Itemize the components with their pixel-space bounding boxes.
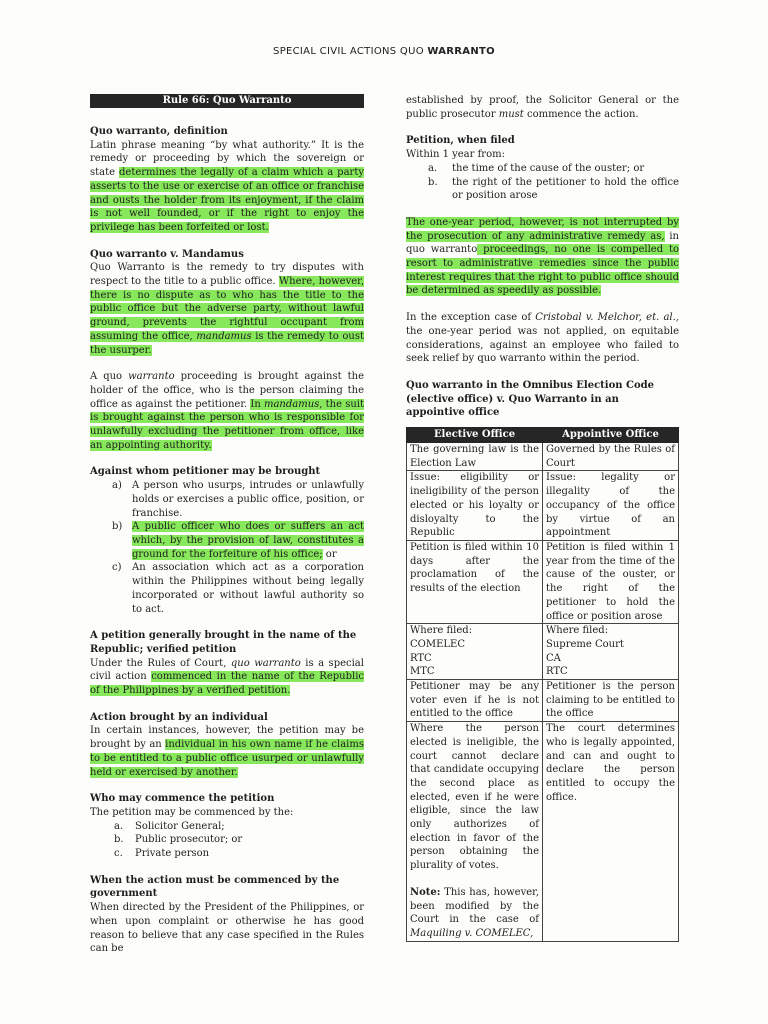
table-cell: Where filed: Supreme Court CA RTC [543, 624, 679, 680]
highlight: proceedings, no one is compelled to resort to administrative remedies since the public interest requires that the right to public office should be determined as speedily as possible. [406, 244, 679, 297]
against-whom-list [90, 479, 364, 616]
table-note: Note: This has, however, been modified by the Court in the case of Maquiling v. COMELEC, [410, 886, 539, 939]
definition-heading: Quo warranto, definition [90, 126, 228, 137]
list-item: b) A public officer who does or suffers an act which, by the provision of law, constitutes a ground for the forfeiture of his office; or [112, 521, 364, 560]
table-cell: Governed by the Rules of Court [543, 443, 679, 471]
when-paragraph: When directed by the President of the Philippines, or when upon complaint or otherwise he has good reason to believe that any case specified in the Rules can be [90, 902, 364, 955]
column-header-elective: Elective Office [407, 428, 543, 443]
page-header [0, 46, 768, 57]
list-item: b. the right of the petitioner to hold the office or position arose [428, 176, 679, 202]
highlight: A public officer who does or suffers an act which, by the provision of law, constitutes a ground for the forfeiture of his office; [132, 521, 364, 560]
who-may-heading: Who may commence the petition [90, 793, 275, 805]
table-cell: Petitioner may be any voter even if he is not entitled to the office [407, 680, 543, 722]
table-cell: Petitioner is the person claiming to be entitled to the office [543, 680, 679, 722]
table-cell: Where the person elected is ineligible, the court cannot declare that candidate occupying the second place as elected, even if he were eligible, since the law only authorizes of election in favor of the person obtaining the plurality of votes. Note: This has, however, been modified by the Court in the case of Maquiling v. COMELEC, [407, 722, 543, 942]
when-heading: When the action must be commenced by the government [90, 874, 340, 900]
against-whom-heading: Against whom petitioner may be brought [90, 466, 321, 478]
left-column [90, 94, 364, 956]
table-cell: The governing law is the Election Law [407, 443, 543, 471]
exception-paragraph: In the exception case of Cristobal v. Melchor, et. al., the one-year period was not applied, on equitable considerations, against an employee who failed to seek relief by quo warranto within the period. [406, 312, 679, 365]
individual-paragraph: In certain instances, however, the petition may be brought by an individual in his own name if he claims to be entitled to a public office usurped or unlawfully held or exercised by another. [90, 725, 364, 778]
continuation-paragraph: established by proof, the Solicitor General or the public prosecutor must commence the action. [406, 95, 679, 120]
table-row [407, 540, 679, 623]
who-may-list [90, 820, 364, 861]
column-header-appointive: Appointive Office [543, 428, 679, 443]
list-item: c. Private person [114, 848, 210, 860]
highlight: commenced in the name of the Republic of the Philippines by a verified petition. [90, 671, 364, 697]
list-item: c) An association which act as a corporation within the Philippines without being legally incorporated or without lawful authority so to act. [112, 562, 364, 615]
when-filed-text: Within 1 year from: [406, 149, 505, 161]
table-cell: The court determines who is legally appointed, and can and ought to declare the person entitled to occupy the office. [543, 722, 679, 942]
mandamus-heading: Quo warranto v. Mandamus [90, 248, 244, 260]
one-year-paragraph: The one-year period, however, is not interrupted by the prosecution of any administrative remedy as, in quo warranto proceedings, no one is compelled to resort to administrative remedies since the public interest requires that the right to public office should be determined as speedily as possible. [406, 216, 679, 297]
list-item: b. Public prosecutor; or [114, 834, 243, 846]
table-cell: Issue: legality or illegality of the occupancy of the office by virtue of an appointment [543, 471, 679, 541]
highlight: The one-year period, however, is not interrupted by the prosecution of any administrative remedy as, [406, 216, 679, 242]
when-filed-list [406, 162, 679, 203]
right-column [406, 94, 679, 942]
petition-heading: A petition generally brought in the name of the Republic; verified petition [90, 630, 357, 655]
table-cell: Issue: eligibility or ineligibility of the person elected or his loyalty or disloyalty to the Republic [407, 471, 543, 541]
mandamus-paragraph: Quo Warranto is the remedy to try disputes with respect to the title to a public office. Where, however, there is no dispute as to who has the title to the public office but the adverse party, without lawful ground, prevents the rightful occupant from assuming the office, mandamus is the remedy to oust the usurper. [90, 262, 364, 356]
omnibus-heading: Quo warranto in the Omnibus Election Code (elective office) v. Quo Warranto in an appointive office [406, 379, 654, 419]
table-row [407, 471, 679, 541]
when-filed-heading: Petition, when filed [406, 135, 515, 147]
who-may-text: The petition may be commenced by the: [90, 806, 294, 818]
table-cell: Petition is filed within 10 days after the proclamation of the results of the election [407, 540, 543, 623]
header-prefix: SPECIAL CIVIL ACTIONS QUO [273, 46, 428, 57]
highlight: individual in his own name if he claims to be entitled to a public office usurped or unlawfully held or exercised by another. [90, 739, 364, 778]
list-item: a) A person who usurps, intrudes or unlawfully holds or exercises a public office, position, or franchise. [112, 480, 364, 519]
table-row [407, 443, 679, 471]
table-row [407, 624, 679, 680]
quo-warranto-paragraph: A quo warranto proceeding is brought against the holder of the office, who is the person claiming the office as against the petitioner. In mandamus, the suit is brought against the person who is responsible for unlawfully excluding the petitioner from office, like an appointing authority. [90, 371, 365, 451]
table-cell: Where filed: COMELEC RTC MTC [407, 624, 543, 680]
comparison-table [406, 427, 679, 942]
table-row [407, 680, 679, 722]
highlight: In mandamus, the suit is brought against the person who is responsible for unlawfully excluding the petitioner from office, like an appointing authority. [90, 398, 365, 451]
list-item: a. the time of the cause of the ouster; or [428, 162, 645, 174]
highlight: determines the legally of a claim which a party asserts to the use or exercise of an office or franchise and ousts the holder from its enjoyment, if the claim is not well founded, or if the right to enjoy the privilege has been forfeited or lost. [90, 167, 364, 233]
table-row [407, 722, 679, 942]
header-bold: WARRANTO [427, 46, 495, 57]
rule-title-bar: Rule 66: Quo Warranto [90, 94, 364, 108]
list-item: a. Solicitor General; [114, 820, 225, 832]
highlight: Where, however, there is no dispute as to who has the title to the public office but the adverse party, without lawful ground, prevents the rightful occupant from assuming the office, mandamus is the remedy to oust the usurper. [90, 276, 364, 356]
definition-paragraph: Latin phrase meaning “by what authority.” It is the remedy or proceeding by which the sovereign or state determines the legally of a claim which a party asserts to the use or exercise of an office or franchise and ousts the holder from its enjoyment, if the claim is not well founded, or if the right to enjoy the privilege has been forfeited or lost. [90, 139, 364, 233]
individual-heading: Action brought by an individual [90, 711, 268, 723]
table-cell: Petition is filed within 1 year from the time of the cause of the ouster, or the right of the petitioner to hold the office or position arose [543, 540, 679, 623]
petition-paragraph: Under the Rules of Court, quo warranto is a special civil action commenced in the name of the Republic of the Philippines by a verified petition. [90, 657, 364, 697]
